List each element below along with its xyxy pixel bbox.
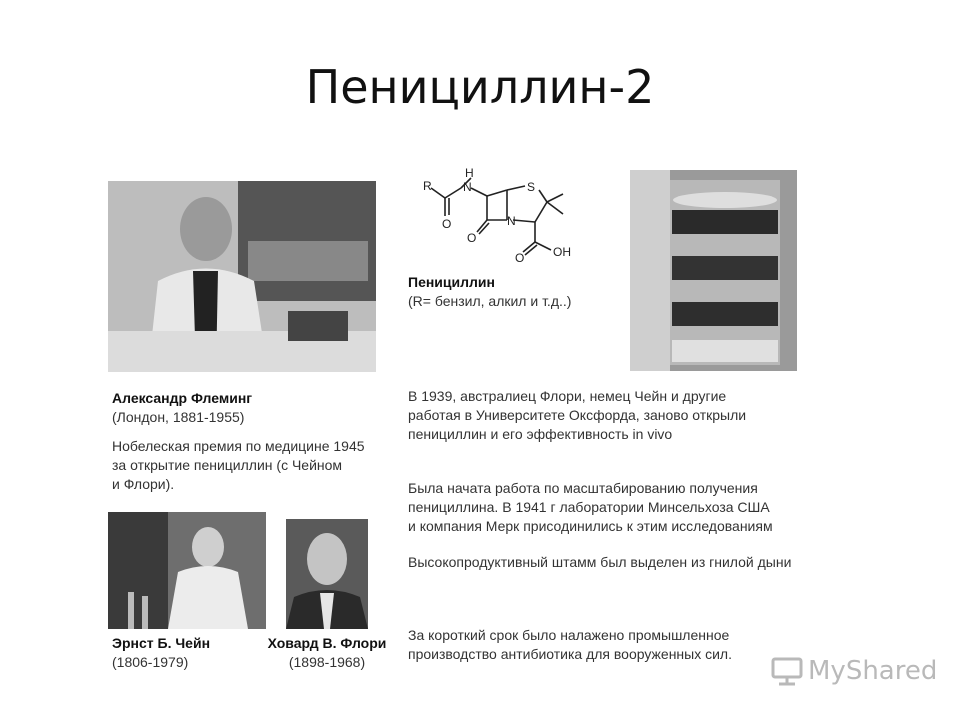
presentation-icon [770, 656, 804, 686]
paragraph-line: Высокопродуктивный штамм был выделен из гнилой дыни [408, 554, 792, 570]
paragraph-line: пенициллин и его эффективность in vivo [408, 426, 673, 442]
paragraph-line: и компания Мерк присодинились к этим исследованиям [408, 518, 773, 534]
atom-o-lactam: O [467, 231, 477, 245]
watermark-text: MyShared [808, 656, 938, 686]
atom-s: S [527, 180, 536, 194]
florey-years: (1898-1968) [288, 654, 366, 670]
chain-caption [112, 634, 210, 672]
paragraph-scaling [408, 479, 838, 536]
paragraph-line: Была начата работа по масштабированию получения [408, 480, 758, 496]
paragraph-line: работая в Университете Оксфорда, заново открыли [408, 407, 747, 423]
florey-photo [286, 519, 368, 629]
fleming-prize-line: и Флори). [112, 476, 175, 492]
paragraph-line: производство антибиотика для вооруженных сил. [408, 646, 732, 662]
paragraph-strain [408, 553, 838, 572]
atom-oh: OH [553, 245, 571, 259]
paragraph-rediscovery [408, 387, 838, 444]
fermentation-jars-photo [630, 170, 797, 371]
paragraph-line: В 1939, австралиец Флори, немец Чейн и другие [408, 388, 727, 404]
atom-o-amide: O [442, 217, 452, 231]
chain-photo [108, 512, 266, 629]
watermark-logo [770, 656, 937, 686]
structure-note: (R= бензил, алкил и т.д..) [408, 293, 572, 309]
structure-caption [408, 273, 571, 311]
atom-h: H [465, 166, 474, 180]
atom-r: R [423, 179, 432, 193]
fleming-prize-line: за открытие пенициллин (с Чейном [112, 457, 343, 473]
fleming-photo [108, 181, 376, 372]
chain-name: Эрнст Б. Чейн [112, 635, 211, 651]
florey-caption [262, 634, 392, 672]
florey-name: Ховард В. Флори [267, 635, 387, 651]
structure-name: Пенициллин [408, 274, 495, 290]
atom-n-ring: N [507, 214, 516, 228]
fleming-life: (Лондон, 1881-1955) [112, 409, 245, 425]
atom-o-acid: O [515, 251, 525, 265]
paragraph-line: За короткий срок было налажено промышленное [408, 627, 730, 643]
fleming-name: Александр Флеминг [112, 390, 253, 406]
fleming-caption [112, 389, 365, 494]
slide-title: Пенициллин-2 [305, 60, 655, 114]
fleming-prize-line: Нобелеская премия по медицине 1945 [112, 438, 365, 454]
penicillin-structure [405, 160, 605, 270]
atom-n: N [463, 180, 472, 194]
paragraph-line: пенициллина. В 1941 г лаборатории Минсельхоза США [408, 499, 770, 515]
chain-years: (1806-1979) [112, 654, 189, 670]
